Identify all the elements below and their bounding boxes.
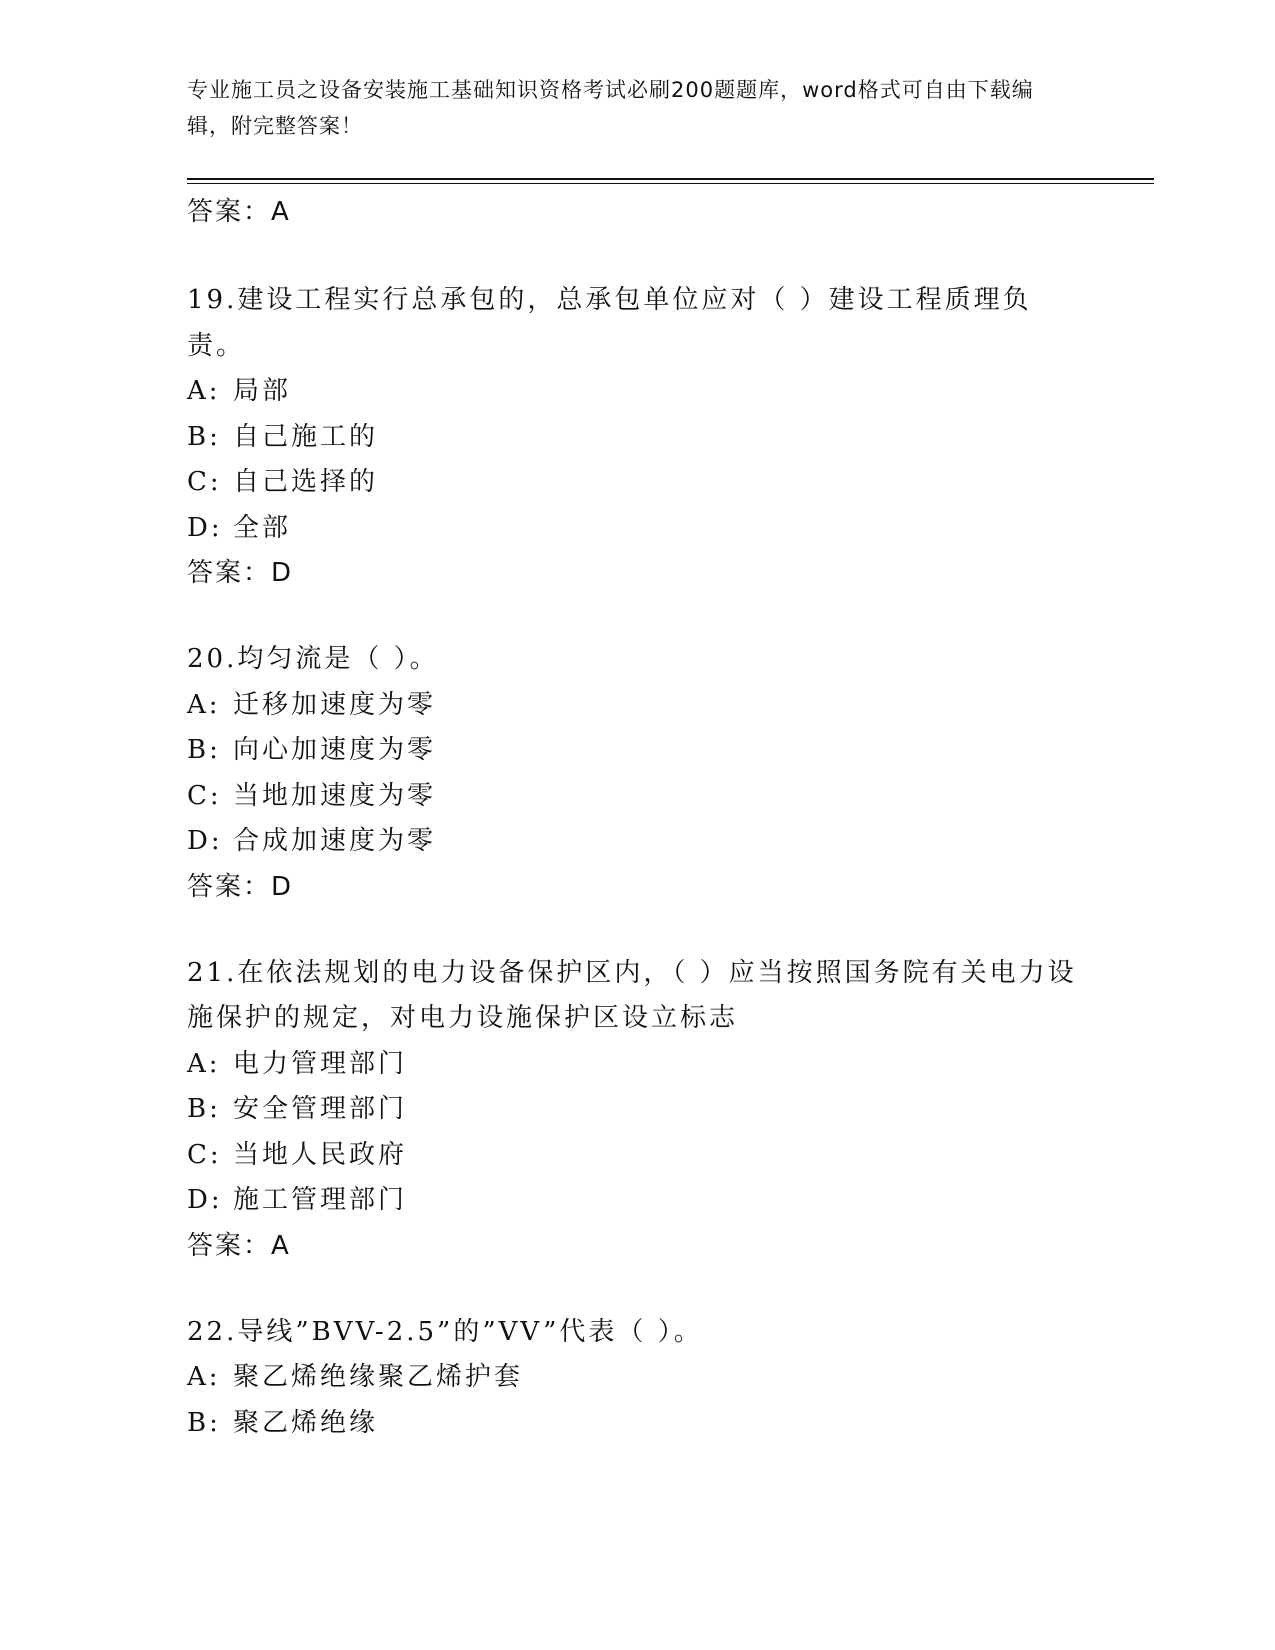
option-item (187, 1042, 1087, 1088)
option-text: 自己施工的 (233, 421, 379, 452)
header-rule-thick (187, 178, 1154, 180)
option-text: 当地人民政府 (233, 1139, 408, 1170)
option-letter: C: (187, 467, 222, 497)
option-letter: A: (187, 689, 221, 720)
option-item (187, 1355, 1087, 1401)
answer-line (187, 551, 1087, 595)
option-text: 聚乙烯绝缘聚乙烯护套 (233, 1362, 524, 1392)
option-text: 迁移加速度为零 (233, 689, 437, 720)
option-item (187, 1178, 1087, 1224)
question-block (187, 951, 1087, 1310)
option-letter: C: (187, 1139, 222, 1170)
question-stem: 21.在依法规划的电力设备保护区内，（ ）应当按照国务院有关电力设施保护的规定，对电力设施保护区设立标志 (187, 957, 1077, 1033)
answer-label: 答案： (187, 558, 272, 588)
question-stem: 19.建设工程实行总承包的，总承包单位应对（ ）建设工程质理负责。 (187, 285, 1032, 361)
option-item (187, 774, 1087, 820)
option-letter: B: (187, 735, 221, 765)
option-item (187, 506, 1087, 552)
option-text: 聚乙烯绝缘 (233, 1407, 379, 1438)
option-letter: B: (187, 1407, 221, 1438)
option-text: 施工管理部门 (233, 1185, 408, 1215)
option-letter: A: (187, 1048, 221, 1079)
answer-line (187, 1224, 1087, 1268)
document-header: 专业施工员之设备安装施工基础知识资格考试必刷200题题库，word格式可自由下载编辑，附完整答案！ (187, 78, 1034, 138)
option-item (187, 819, 1087, 865)
question-block (187, 1310, 1087, 1447)
option-text: 电力管理部门 (233, 1048, 408, 1079)
option-letter: A: (187, 376, 221, 406)
option-text: 向心加速度为零 (233, 735, 437, 765)
answer-label: 答案： (187, 197, 272, 227)
option-text: 安全管理部门 (233, 1094, 408, 1124)
answer-value: A (271, 1230, 289, 1261)
option-item (187, 728, 1087, 774)
spacer (187, 909, 1087, 951)
option-letter: D: (187, 826, 223, 856)
option-text: 全部 (233, 512, 292, 543)
option-letter: B: (187, 421, 221, 452)
question-stem: 20.均匀流是（ ）。 (187, 644, 439, 674)
question-block (187, 278, 1087, 637)
option-letter: C: (187, 780, 222, 811)
answer-label: 答案： (187, 871, 272, 902)
answer-label: 答案： (187, 1230, 272, 1261)
question-stem: 22.导线”BVV-2.5”的”VV”代表（ ）。 (187, 1316, 703, 1347)
answer-value: D (271, 558, 292, 588)
option-text: 合成加速度为零 (233, 826, 437, 856)
option-item (187, 1087, 1087, 1133)
document-body (187, 190, 1087, 1446)
answer-line (187, 865, 1087, 909)
option-text: 自己选择的 (233, 467, 379, 497)
option-letter: B: (187, 1094, 221, 1124)
spacer (187, 595, 1087, 637)
answer-value: A (271, 197, 289, 227)
option-text: 局部 (233, 376, 292, 406)
option-item (187, 369, 1087, 415)
option-letter: A: (187, 1362, 221, 1392)
option-letter: D: (187, 512, 223, 543)
question-list (187, 278, 1087, 1446)
option-letter: D: (187, 1185, 223, 1215)
option-item (187, 1133, 1087, 1179)
option-item (187, 1401, 1087, 1447)
header-rule-thin (187, 183, 1154, 184)
spacer (187, 1268, 1087, 1310)
question-block (187, 637, 1087, 951)
option-item (187, 415, 1087, 461)
option-text: 当地加速度为零 (233, 780, 437, 811)
answer-value: D (271, 871, 292, 902)
option-item (187, 683, 1087, 729)
answer-line (187, 190, 1087, 234)
option-item (187, 460, 1087, 506)
spacer (187, 234, 1087, 278)
